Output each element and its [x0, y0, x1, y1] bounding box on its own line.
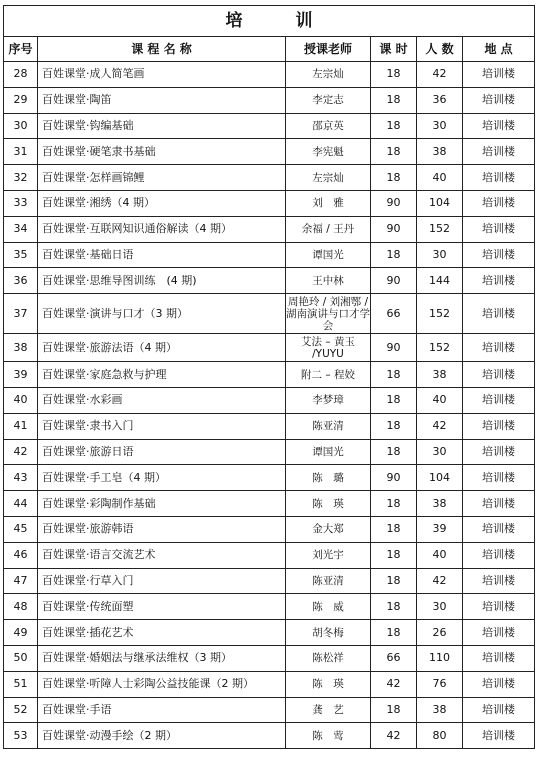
- table-row: [4, 491, 535, 517]
- row-place: 培训楼: [463, 113, 535, 139]
- row-course: 百姓课堂·水彩画: [38, 387, 286, 413]
- row-people: 152: [417, 334, 463, 362]
- row-no: 31: [4, 139, 38, 165]
- row-place: 培训楼: [463, 491, 535, 517]
- table-row: [4, 671, 535, 697]
- row-place: 培训楼: [463, 439, 535, 465]
- row-place: 培训楼: [463, 568, 535, 594]
- row-people: 104: [417, 465, 463, 491]
- row-course: 百姓课堂·旅游日语: [38, 439, 286, 465]
- row-teacher: 龚 艺: [286, 697, 371, 723]
- row-hours: 42: [371, 671, 417, 697]
- row-people: 38: [417, 139, 463, 165]
- row-course: 百姓课堂·传统面塑: [38, 594, 286, 620]
- row-course: 百姓课堂·听障人士彩陶公益技能课（2 期）: [38, 671, 286, 697]
- table-row: [4, 62, 535, 88]
- row-course: 百姓课堂·家庭急救与护理: [38, 362, 286, 388]
- row-course: 百姓课堂·湘绣（4 期）: [38, 190, 286, 216]
- row-hours: 90: [371, 465, 417, 491]
- row-teacher: 左宗灿: [286, 62, 371, 88]
- row-people: 42: [417, 413, 463, 439]
- row-no: 45: [4, 516, 38, 542]
- row-hours: 18: [371, 87, 417, 113]
- row-course: 百姓课堂·彩陶制作基础: [38, 491, 286, 517]
- row-hours: 18: [371, 568, 417, 594]
- table-body: [4, 62, 535, 749]
- row-people: 42: [417, 62, 463, 88]
- table-row: [4, 516, 535, 542]
- row-no: 49: [4, 620, 38, 646]
- row-hours: 18: [371, 242, 417, 268]
- table-row: [4, 645, 535, 671]
- row-people: 152: [417, 216, 463, 242]
- row-people: 104: [417, 190, 463, 216]
- row-no: 33: [4, 190, 38, 216]
- row-place: 培训楼: [463, 62, 535, 88]
- header-no: 序号: [4, 37, 38, 62]
- row-no: 52: [4, 697, 38, 723]
- table-title: 培 训: [4, 6, 535, 37]
- row-hours: 18: [371, 139, 417, 165]
- row-teacher: 艾法 – 黄玉 /YUYU: [286, 334, 371, 362]
- row-hours: 90: [371, 190, 417, 216]
- row-teacher: 李梦璋: [286, 387, 371, 413]
- row-people: 30: [417, 242, 463, 268]
- row-people: 144: [417, 268, 463, 294]
- header-hours: 课 时: [371, 37, 417, 62]
- row-place: 培训楼: [463, 362, 535, 388]
- row-place: 培训楼: [463, 387, 535, 413]
- row-people: 30: [417, 439, 463, 465]
- row-teacher: 陈亚清: [286, 413, 371, 439]
- table-row: [4, 216, 535, 242]
- row-teacher: 左宗灿: [286, 165, 371, 191]
- row-teacher: 刘 雅: [286, 190, 371, 216]
- row-hours: 18: [371, 113, 417, 139]
- table-row: [4, 362, 535, 388]
- row-course: 百姓课堂·钩编基础: [38, 113, 286, 139]
- row-teacher: 陈 瑛: [286, 671, 371, 697]
- table-row: [4, 697, 535, 723]
- row-place: 培训楼: [463, 139, 535, 165]
- row-place: 培训楼: [463, 697, 535, 723]
- table-row: [4, 594, 535, 620]
- row-no: 43: [4, 465, 38, 491]
- row-place: 培训楼: [463, 165, 535, 191]
- row-hours: 90: [371, 268, 417, 294]
- row-place: 培训楼: [463, 413, 535, 439]
- table-row: [4, 568, 535, 594]
- row-course: 百姓课堂·成人简笔画: [38, 62, 286, 88]
- row-course: 百姓课堂·怎样画锦鲤: [38, 165, 286, 191]
- row-no: 38: [4, 334, 38, 362]
- row-teacher: 金大郑: [286, 516, 371, 542]
- row-place: 培训楼: [463, 671, 535, 697]
- table-row: [4, 165, 535, 191]
- table-row: [4, 87, 535, 113]
- row-course: 百姓课堂·手语: [38, 697, 286, 723]
- row-course: 百姓课堂·旅游法语（4 期）: [38, 334, 286, 362]
- row-no: 40: [4, 387, 38, 413]
- row-place: 培训楼: [463, 645, 535, 671]
- row-no: 39: [4, 362, 38, 388]
- row-teacher: 周艳玲 / 刘湘鄂 / 湖南演讲与口才学会: [286, 295, 370, 332]
- row-hours: 18: [371, 542, 417, 568]
- row-no: 41: [4, 413, 38, 439]
- row-hours: 18: [371, 387, 417, 413]
- row-people: 38: [417, 491, 463, 517]
- row-people: 80: [417, 723, 463, 749]
- table-row: [4, 190, 535, 216]
- row-no: 36: [4, 268, 38, 294]
- row-hours: 18: [371, 697, 417, 723]
- row-place: 培训楼: [463, 465, 535, 491]
- header-course: 课 程 名 称: [38, 37, 286, 62]
- row-teacher: 陈亚清: [286, 568, 371, 594]
- row-no: 53: [4, 723, 38, 749]
- table-row: [4, 413, 535, 439]
- row-place: 培训楼: [463, 542, 535, 568]
- row-place: 培训楼: [463, 723, 535, 749]
- row-hours: 18: [371, 362, 417, 388]
- row-course: 百姓课堂·行草入门: [38, 568, 286, 594]
- row-no: 30: [4, 113, 38, 139]
- row-teacher: 李定志: [286, 87, 371, 113]
- row-no: 51: [4, 671, 38, 697]
- row-no: 34: [4, 216, 38, 242]
- row-hours: 66: [371, 645, 417, 671]
- row-hours: 18: [371, 594, 417, 620]
- row-hours: 18: [371, 165, 417, 191]
- row-place: 培训楼: [463, 620, 535, 646]
- row-no: 35: [4, 242, 38, 268]
- row-teacher: 邵京英: [286, 113, 371, 139]
- row-people: 39: [417, 516, 463, 542]
- row-teacher: 陈 瑛: [286, 491, 371, 517]
- row-teacher: 胡冬梅: [286, 620, 371, 646]
- table-row: [4, 334, 535, 362]
- header-row: [4, 37, 535, 62]
- table-row: [4, 542, 535, 568]
- table-row: [4, 268, 535, 294]
- row-no: 50: [4, 645, 38, 671]
- row-no: 42: [4, 439, 38, 465]
- table-row: [4, 465, 535, 491]
- table-row: [4, 294, 535, 334]
- row-people: 152: [417, 294, 463, 334]
- row-course: 百姓课堂·思维导图训练 (4 期): [38, 268, 286, 294]
- training-table: [3, 5, 535, 749]
- row-no: 37: [4, 294, 38, 334]
- header-teacher: 授课老师: [286, 37, 371, 62]
- row-hours: 90: [371, 334, 417, 362]
- row-no: 44: [4, 491, 38, 517]
- row-people: 26: [417, 620, 463, 646]
- row-people: 42: [417, 568, 463, 594]
- row-no: 32: [4, 165, 38, 191]
- row-people: 40: [417, 542, 463, 568]
- table-row: [4, 439, 535, 465]
- table-row: [4, 620, 535, 646]
- row-teacher: 谭国光: [286, 439, 371, 465]
- row-people: 38: [417, 697, 463, 723]
- row-course: 百姓课堂·婚姻法与继承法维权（3 期）: [38, 645, 286, 671]
- header-place: 地 点: [463, 37, 535, 62]
- row-place: 培训楼: [463, 190, 535, 216]
- row-place: 培训楼: [463, 294, 535, 334]
- row-course: 百姓课堂·陶笛: [38, 87, 286, 113]
- row-teacher: 陈 莺: [286, 723, 371, 749]
- row-teacher: 谭国光: [286, 242, 371, 268]
- row-no: 47: [4, 568, 38, 594]
- row-teacher: 刘光宇: [286, 542, 371, 568]
- table-row: [4, 139, 535, 165]
- table-row: [4, 113, 535, 139]
- row-place: 培训楼: [463, 594, 535, 620]
- row-no: 28: [4, 62, 38, 88]
- row-course: 百姓课堂·硬笔隶书基础: [38, 139, 286, 165]
- row-course: 百姓课堂·手工皂（4 期）: [38, 465, 286, 491]
- row-hours: 18: [371, 516, 417, 542]
- row-teacher: 陈松祥: [286, 645, 371, 671]
- row-people: 36: [417, 87, 463, 113]
- row-course: 百姓课堂·基础日语: [38, 242, 286, 268]
- row-course: 百姓课堂·互联网知识通俗解读（4 期）: [38, 216, 286, 242]
- row-people: 110: [417, 645, 463, 671]
- table-row: [4, 723, 535, 749]
- row-no: 46: [4, 542, 38, 568]
- row-people: 38: [417, 362, 463, 388]
- row-place: 培训楼: [463, 334, 535, 362]
- row-hours: 42: [371, 723, 417, 749]
- row-people: 76: [417, 671, 463, 697]
- row-place: 培训楼: [463, 87, 535, 113]
- row-course: 百姓课堂·语言交流艺术: [38, 542, 286, 568]
- row-teacher: 余福 / 王丹: [286, 216, 371, 242]
- row-place: 培训楼: [463, 242, 535, 268]
- row-place: 培训楼: [463, 216, 535, 242]
- header-people: 人 数: [417, 37, 463, 62]
- row-hours: 66: [371, 294, 417, 334]
- row-teacher: 李宪魁: [286, 139, 371, 165]
- row-hours: 18: [371, 413, 417, 439]
- row-teacher: 王中林: [286, 268, 371, 294]
- row-place: 培训楼: [463, 516, 535, 542]
- table-row: [4, 242, 535, 268]
- row-people: 30: [417, 594, 463, 620]
- row-no: 29: [4, 87, 38, 113]
- row-hours: 90: [371, 216, 417, 242]
- row-teacher: 陈 威: [286, 594, 371, 620]
- row-no: 48: [4, 594, 38, 620]
- row-teacher: 附二 – 程姣: [286, 362, 371, 388]
- row-course: 百姓课堂·隶书入门: [38, 413, 286, 439]
- row-people: 40: [417, 165, 463, 191]
- row-course: 百姓课堂·旅游韩语: [38, 516, 286, 542]
- row-teacher: 陈 璐: [286, 465, 371, 491]
- row-hours: 18: [371, 62, 417, 88]
- row-hours: 18: [371, 439, 417, 465]
- row-course: 百姓课堂·动漫手绘（2 期）: [38, 723, 286, 749]
- row-course: 百姓课堂·插花艺术: [38, 620, 286, 646]
- row-people: 30: [417, 113, 463, 139]
- table-row: [4, 387, 535, 413]
- row-people: 40: [417, 387, 463, 413]
- row-hours: 18: [371, 620, 417, 646]
- row-place: 培训楼: [463, 268, 535, 294]
- row-course: 百姓课堂·演讲与口才（3 期）: [38, 294, 286, 334]
- row-hours: 18: [371, 491, 417, 517]
